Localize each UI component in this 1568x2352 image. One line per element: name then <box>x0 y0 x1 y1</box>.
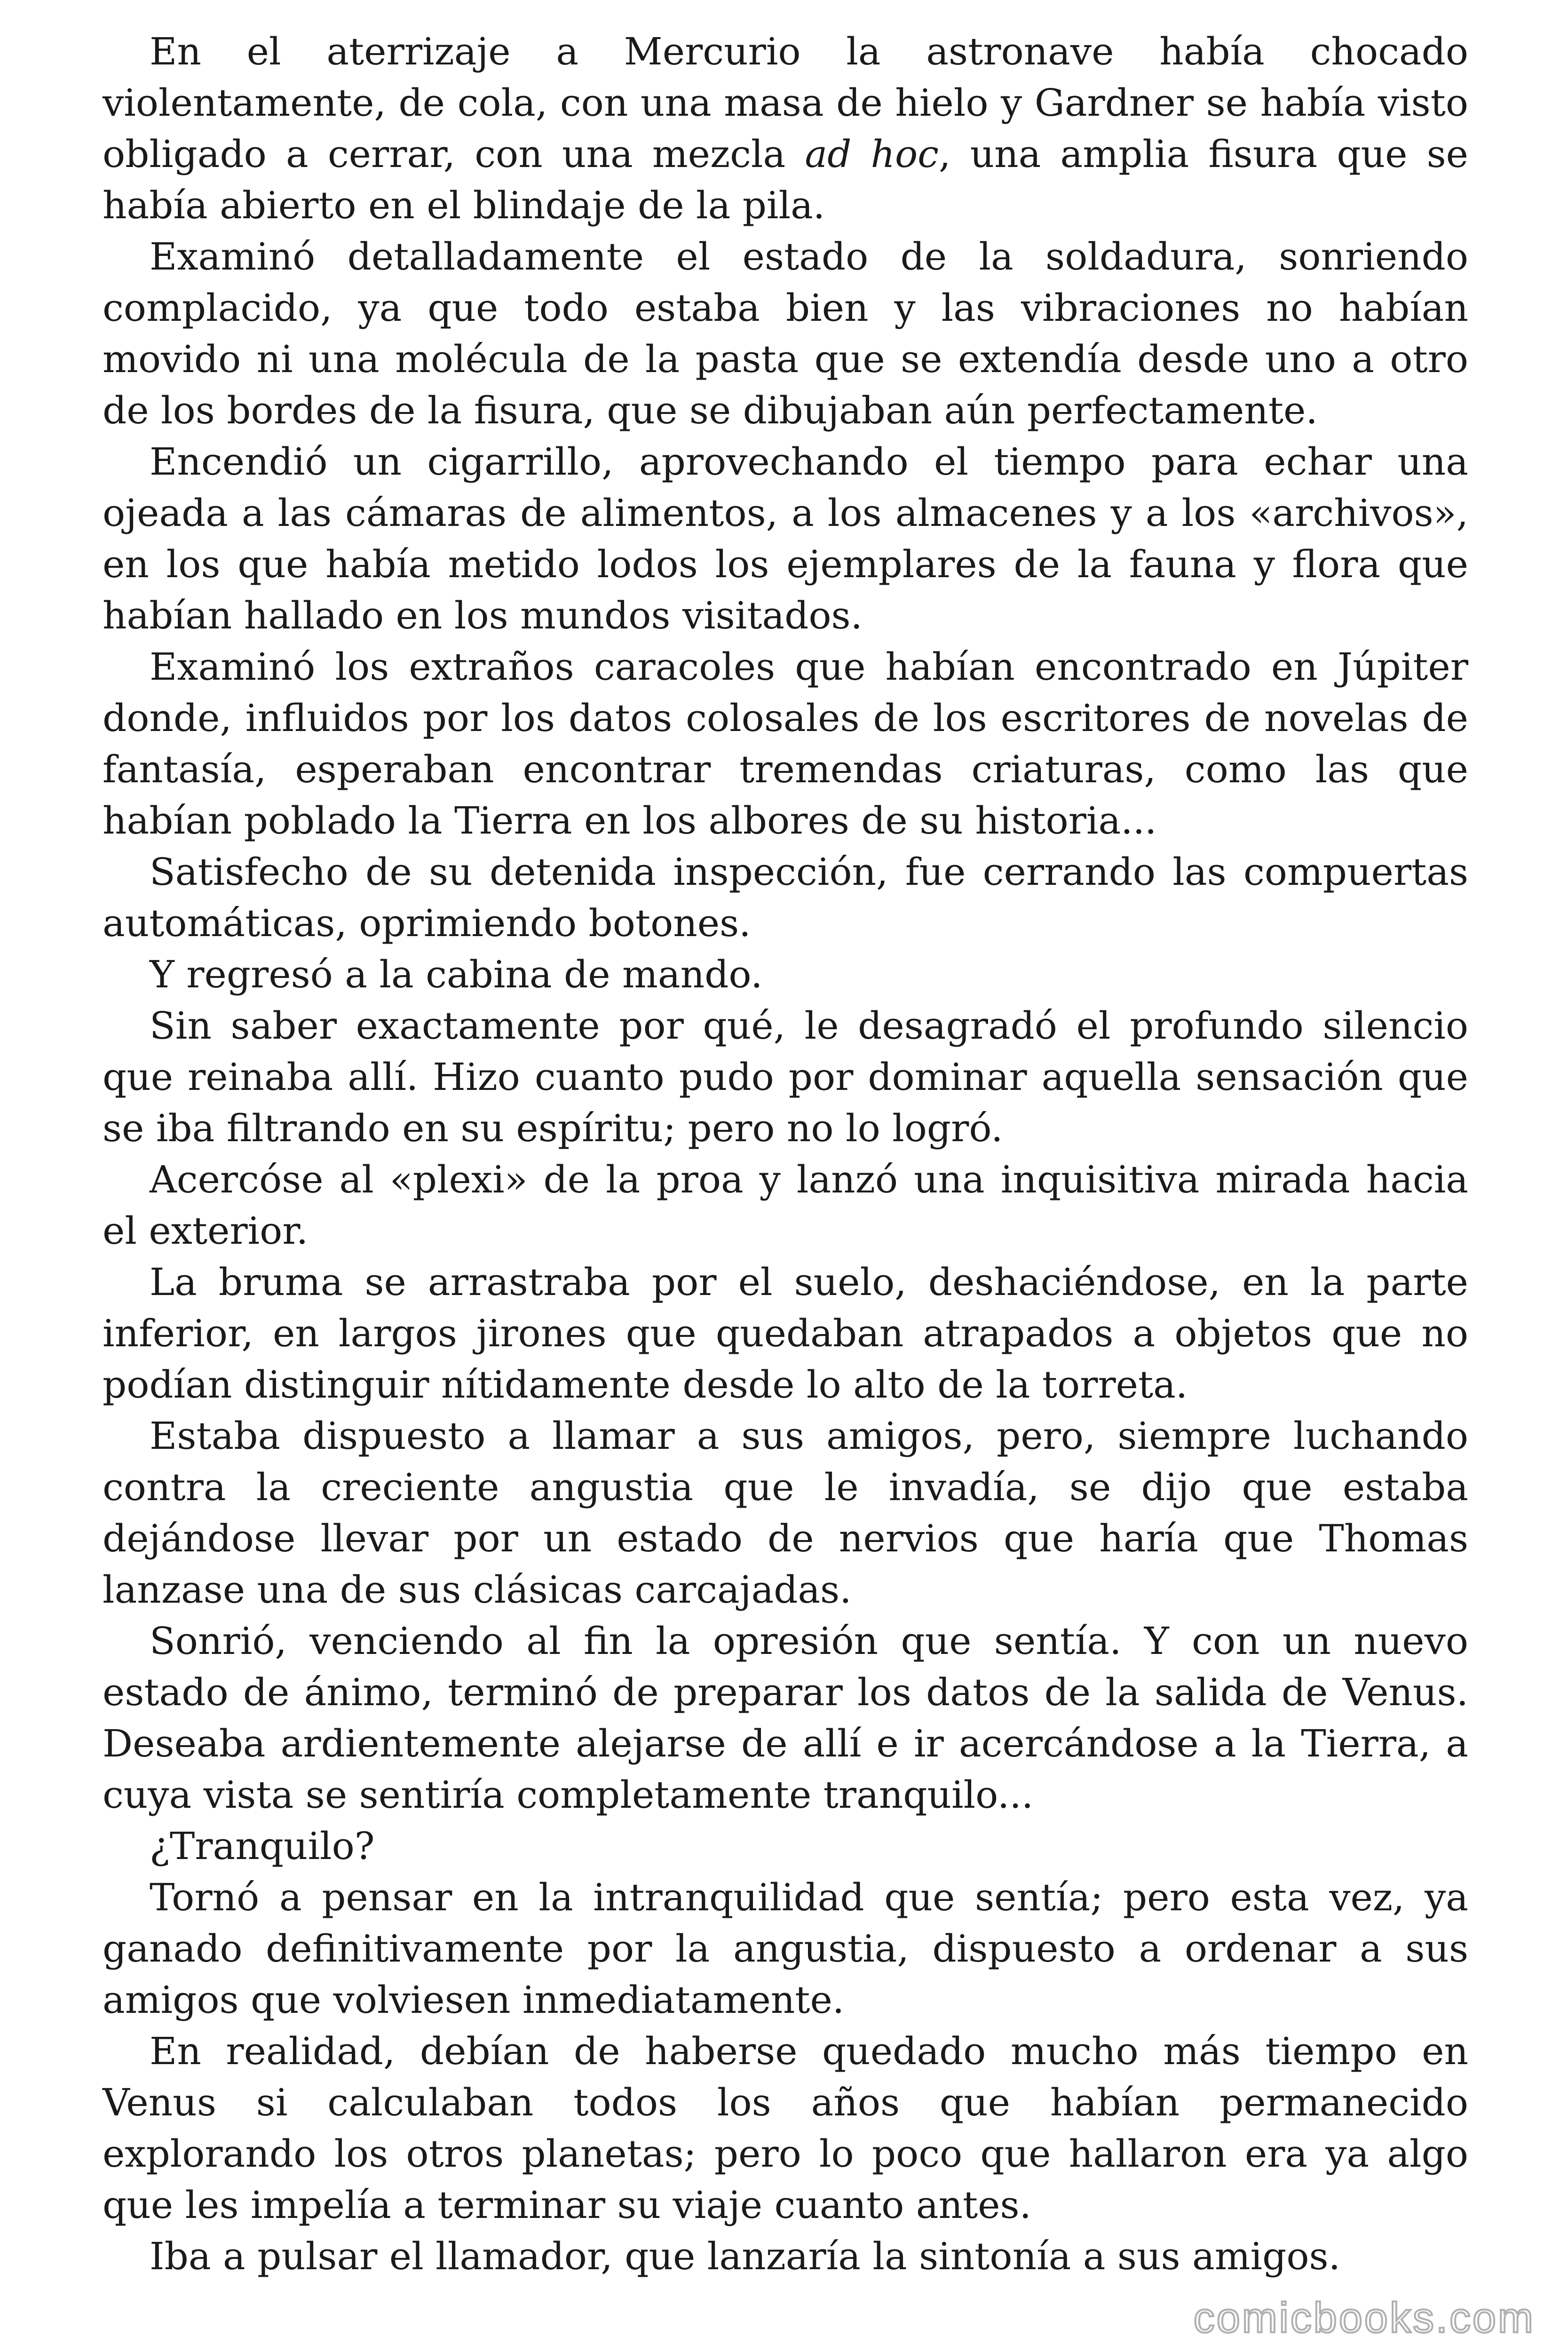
paragraph: En el aterrizaje a Mercurio la astronave había chocado violentamente, de cola, con una masa de hielo y Gardner se había visto obligado a cerrar, con una mezcla ad hoc, una amplia fisura que se había abierto en el blindaje de la pila. <box>103 30 1469 227</box>
paragraph: Iba a pulsar el llamador, que lanzaría la sintonía a sus amigos. <box>150 2234 1340 2278</box>
page-text <box>103 26 1468 2282</box>
paragraph: ¿Tranquilo? <box>150 1824 375 1868</box>
paragraph: Examinó detalladamente el estado de la soldadura, sonriendo complacido, ya que todo estaba bien y las vibraciones no habían movido ni una molécula de la pasta que se extendía desde uno a otro de los bordes de la fisura, que se dibujaban aún perfectamente. <box>103 235 1468 432</box>
paragraph: En realidad, debían de haberse quedado mucho más tiempo en Venus si calculaban todos los años que habían permanecido explorando los otros planetas; pero lo poco que hallaron era ya algo que les impelía a terminar su viaje cuanto antes. <box>103 2029 1468 2227</box>
paragraph: Acercóse al «plexi» de la proa y lanzó una inquisitiva mirada hacia el exterior. <box>103 1158 1468 1253</box>
paragraph: La bruma se arrastraba por el suelo, deshaciéndose, en la parte inferior, en largos jirones que quedaban atrapados a objetos que no podían distinguir nítidamente desde lo alto de la torreta. <box>103 1260 1468 1406</box>
paragraph: Examinó los extraños caracoles que habían encontrado en Júpiter donde, influidos por los datos colosales de los escritores de novelas de fantasía, esperaban encontrar tremendas criaturas, como las que habían poblado la Tierra en los albores de su historia... <box>103 645 1468 842</box>
paragraph: Tornó a pensar en la intranquilidad que sentía; pero esta vez, ya ganado definitivamente por la angustia, dispuesto a ordenar a sus amigos que volviesen inmediatamente. <box>103 1875 1468 2022</box>
paragraph: Estaba dispuesto a llamar a sus amigos, pero, siempre luchando contra la creciente angustia que le invadía, se dijo que estaba dejándose llevar por un estado de nervios que haría que Thomas lanzase una de sus clásicas carcajadas. <box>103 1414 1468 1612</box>
paragraph: Y regresó a la cabina de mando. <box>150 953 763 996</box>
paragraph: Satisfecho de su detenida inspección, fue cerrando las compuertas automáticas, oprimiendo botones. <box>103 850 1468 945</box>
paragraph: Sonrió, venciendo al fin la opresión que sentía. Y con un nuevo estado de ánimo, terminó de preparar los datos de la salida de Venus. Deseaba ardientemente alejarse de allí e ir acercándose a la Tierra, a cuya vista se sentiría completamente tranquilo... <box>103 1619 1468 1817</box>
watermark: comicbooks.com <box>1193 2295 1535 2342</box>
emphasis: ad hoc <box>805 132 939 176</box>
paragraph: Sin saber exactamente por qué, le desagradó el profundo silencio que reinaba allí. Hizo cuanto pudo por dominar aquella sensación que se iba filtrando en su espíritu; pero no lo logró. <box>103 1004 1468 1150</box>
paragraph: Encendió un cigarrillo, aprovechando el tiempo para echar una ojeada a las cámaras de alimentos, a los almacenes y a los «archivos», en los que había metido lodos los ejemplares de la fauna y flora que habían hallado en los mundos visitados. <box>103 440 1468 637</box>
